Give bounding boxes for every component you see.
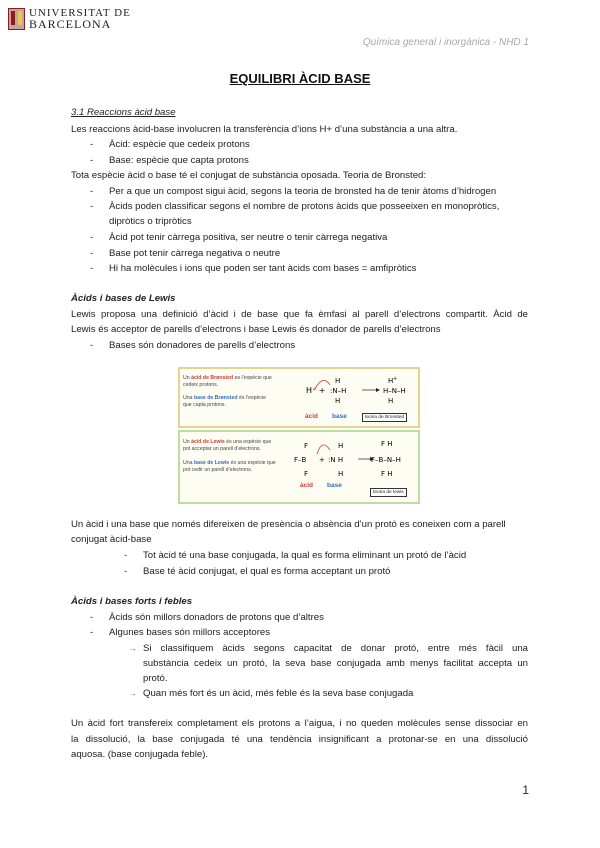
- lewis-text-2: Lewis és acceptor de parells d’electrons i base Lewis és donador de parells d’electrons: [71, 324, 441, 335]
- lewis-figure: [178, 430, 420, 504]
- list-item: - Àcid: espècie que cedeix protons: [90, 139, 250, 150]
- sub-list-item: → Quan més fort és un àcid, més feble és la seva base conjugada: [129, 688, 414, 699]
- svg-text:H: H: [388, 397, 394, 405]
- list-item-continuation: dipròtics o tripròtics: [109, 216, 192, 227]
- svg-text:H: H: [388, 377, 394, 385]
- figure-caption: pot acceptar un parell d’electrons.: [183, 446, 261, 452]
- university-logo: [8, 8, 131, 30]
- logo-line-1: UNIVERSITAT DE: [29, 7, 131, 19]
- figure-caption: cedeix protons.: [183, 382, 219, 388]
- svg-text::N H: :N H: [328, 456, 344, 464]
- theory-label-box: teoria de lewis: [370, 488, 407, 497]
- svg-text:F: F: [304, 470, 309, 478]
- list-item: - Tot àcid té una base conjugada, la qual es forma eliminant un protó de l’àcid: [124, 550, 467, 561]
- sub-list-item-continuation: substància cedeix un protó, la seva base conjugada amb menys facilitat accepta un: [143, 658, 528, 669]
- intro-text: Les reaccions àcid-base involucren la transferència d’ions H+ d’una substància a una altra.: [71, 124, 458, 135]
- section-heading-reactions: 3.1 Reaccions àcid base: [71, 107, 176, 118]
- svg-text:H⁺ +: H⁺ +: [306, 386, 326, 395]
- page-number: 1: [522, 783, 529, 797]
- conjugate-text-2: conjugat àcid-base: [71, 534, 152, 545]
- final-text-2: la dissolució, la base conjugada té una tendència insignificant a protonar-se en una dissolució: [71, 734, 528, 745]
- figure-caption: pot cedir un parell d’electrons.: [183, 467, 253, 473]
- acid-label: àcid: [305, 413, 319, 420]
- figure-caption: Una base de Lewis és una espècie que: [183, 460, 276, 466]
- list-item: - Àcid pot tenir càrrega positiva, ser neutre o tenir càrrega negativa: [90, 232, 388, 243]
- conjugate-text-1: Un àcid i una base que només difereixen de presència o absència d’un protó es coneixen com a parell: [71, 519, 506, 530]
- figure-caption: Una base de Brønsted és l’espècie: [183, 395, 267, 401]
- sub-list-item: → Si classifiquem àcids segons capacitat de donar protó, entre més fàcil una: [129, 643, 528, 654]
- svg-text::N–H: :N–H: [330, 387, 347, 395]
- figure-caption: Un àcid de Brønsted es l’espècie que: [183, 375, 272, 381]
- list-item: - Àcids poden classificar segons el nombre de protons àcids que posseeixen en monopròtics,: [90, 201, 500, 212]
- page-title: EQUILIBRI ÀCID BASE: [229, 71, 371, 86]
- sub-list-item-continuation: protó.: [143, 673, 168, 684]
- theory-label-box: teoria de Bronsted: [362, 413, 407, 422]
- svg-text:H: H: [335, 397, 341, 405]
- list-item: - Base pot tenir càrrega negativa o neutre: [90, 248, 281, 259]
- final-text-3: aquosa. (base conjugada feble).: [71, 749, 209, 760]
- svg-text:F–B–N–H: F–B–N–H: [371, 456, 401, 464]
- svg-text:F H: F H: [381, 440, 393, 448]
- logo-line-2: BARCELONA: [29, 17, 112, 31]
- bronsted-figure: [178, 367, 420, 428]
- svg-text:H: H: [338, 470, 344, 478]
- svg-text:+: +: [393, 376, 398, 382]
- svg-text:F–B: F–B: [294, 456, 307, 464]
- svg-text:H–N–H: H–N–H: [383, 387, 406, 395]
- section-heading-lewis: Àcids i bases de Lewis: [71, 293, 176, 304]
- list-item: - Per a que un compost sigui àcid, segons la teoria de bronsted ha de tenir àtoms d’hidrogen: [90, 186, 497, 197]
- list-item: - Àcids són millors donadors de protons que d’altres: [90, 612, 324, 623]
- final-text-1: Un àcid fort transfereix completament els protons a l’aigua, i no queden molècules sense dissociar en: [71, 718, 528, 729]
- svg-text:+: +: [319, 456, 325, 464]
- section-heading-strong-weak: Àcids i bases forts i febles: [71, 596, 193, 607]
- bronsted-intro: Tota espècie àcid o base té el conjugat de substància oposada. Teoria de Bronsted:: [71, 170, 427, 181]
- figure-caption: que capta protons.: [183, 402, 226, 408]
- acid-label: àcid: [300, 482, 314, 489]
- list-item: - Algunes bases són millors acceptores: [90, 627, 271, 638]
- base-label: base: [332, 413, 347, 420]
- svg-text:F: F: [304, 442, 309, 450]
- list-item: - Base: espècie que capta protons: [90, 155, 249, 166]
- course-header: Química general i inorgànica - NHD 1: [362, 37, 529, 48]
- svg-text:H: H: [335, 377, 341, 385]
- crest-icon: [8, 8, 25, 30]
- list-item: - Bases són donadores de parells d’electrons: [90, 340, 296, 351]
- svg-text:F H: F H: [381, 470, 393, 478]
- svg-text:H: H: [338, 442, 344, 450]
- figure-caption: Un àcid de Lewis és una espècie que: [183, 439, 272, 445]
- base-label: base: [327, 482, 342, 489]
- list-item: - Base té àcid conjugat, el qual es forma acceptant un protó: [124, 566, 391, 577]
- list-item: - Hi ha molècules i ions que poden ser tant àcids com bases = amfipròtics: [90, 263, 417, 274]
- lewis-text-1: Lewis proposa una definició d’àcid i de base que fa èmfasi al parell d’electrons compartit. Àcid de: [71, 309, 528, 320]
